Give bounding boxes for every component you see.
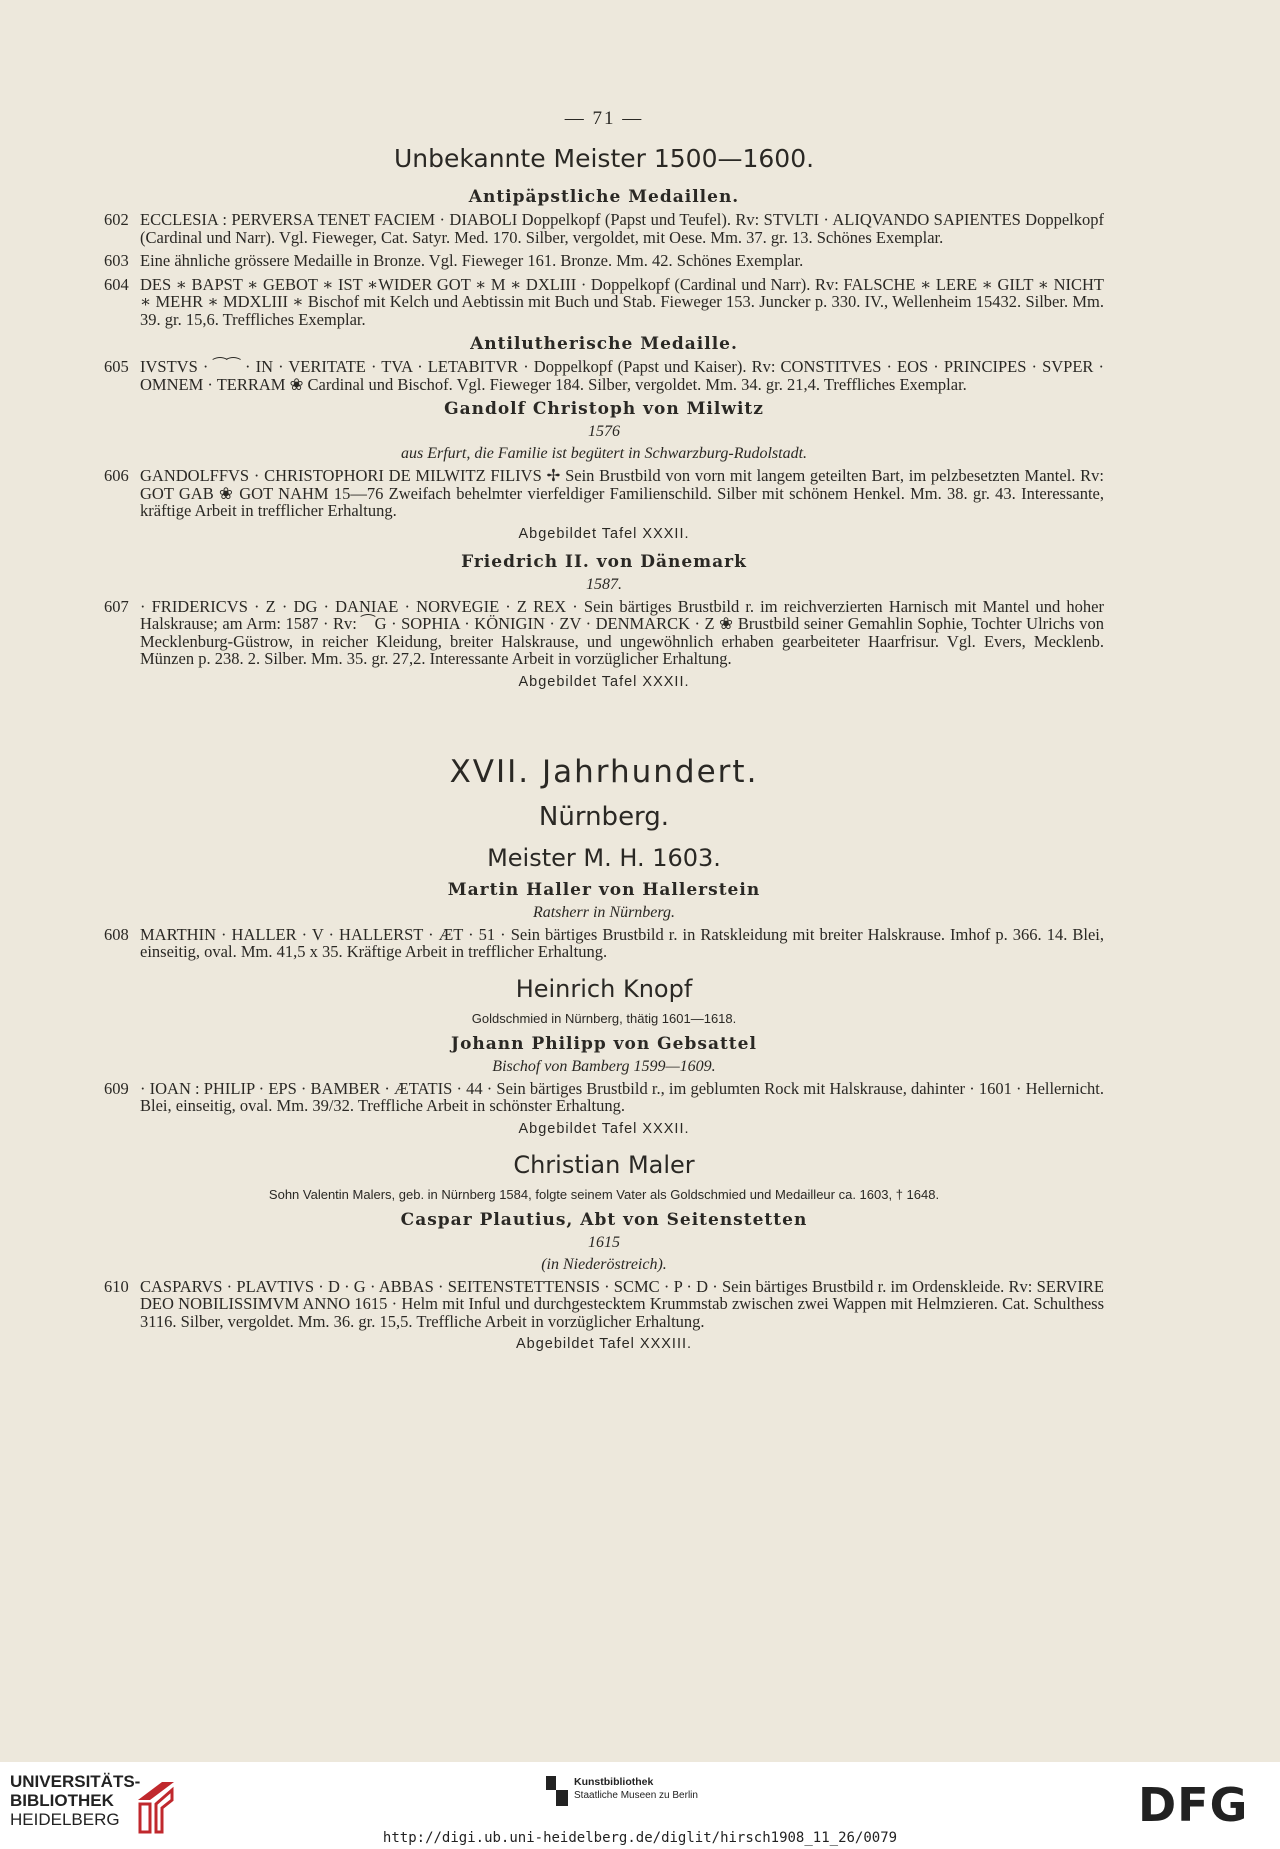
entry-610 [104, 1278, 1104, 1331]
entry-606 [104, 467, 1104, 520]
entry-number: 603 [104, 251, 129, 270]
year-plautius: 1615 [588, 1233, 620, 1251]
master-note: Sohn Valentin Malers, geb. in Nürnberg 1584, folgte seinem Vater als Goldschmied und Medailleur ca. 1603, † 1648. [268, 1186, 940, 1202]
heading-haller: Martin Haller von Hallerstein [447, 879, 761, 900]
dfg-logo[interactable]: DFG [1138, 1778, 1249, 1832]
entry-607 [104, 598, 1104, 668]
year-friedrich: 1587. [586, 575, 622, 593]
kunstbibliothek-logo[interactable] [574, 1776, 698, 1802]
entry-number: 605 [104, 357, 129, 376]
master-title: Christian Maler [513, 1150, 695, 1179]
plate-reference: Abgebildet Tafel XXXII. [518, 525, 690, 542]
entry-text: ECCLESIA : PERVERSA TENET FACIEM · DIABOLI Doppelkopf (Papst und Teufel). Rv: STVLTI · ALIQVANDO SAPIENTES Doppelkopf (Cardinal und Narr). Vgl. Fieweger, Cat. Satyr. Med. 170. Silber, vergoldet, mit Oese. Mm. 37. gr. 13. Schönes Exemplar. [140, 210, 1104, 247]
source-url[interactable]: http://digi.ub.uni-heidelberg.de/diglit/hirsch1908_11_26/0079 [382, 1830, 898, 1846]
heading-plautius: Caspar Plautius, Abt von Seitenstetten [400, 1209, 808, 1230]
entry-number: 609 [104, 1078, 129, 1098]
section-title: Unbekannte Meister 1500—1600. [393, 144, 815, 173]
university-library-logo[interactable] [10, 1772, 140, 1829]
entry-605 [104, 358, 1104, 393]
footer-bar [0, 1762, 1280, 1849]
entry-609 [104, 1080, 1104, 1115]
entry-603 [104, 252, 1104, 270]
entry-number: 607 [104, 596, 129, 616]
entry-text: DES ∗ BAPST ∗ GEBOT ∗ IST ∗WIDER GOT ∗ M ∗ DXLIII · Doppelkopf (Cardinal und Narr). Rv: FALSCHE ∗ LERE ∗ GILT ∗ NICHT ∗ MEHR ∗ MDXLIII ∗ Bischof mit Kelch und Aebtissin mit Buch und Stab. Fieweger 153. Juncker p. 330. IV., Wellenheim 15432. Silber. Mm. 39. gr. 15,6. Treffliches Exemplar. [140, 274, 1104, 329]
note-milwitz: aus Erfurt, die Familie ist begütert in Schwarzburg-Rudolstadt. [400, 445, 808, 462]
entry-text: Eine ähnliche grössere Medaille in Bronze. Vgl. Fieweger 161. Bronze. Mm. 42. Schönes Exemplar. [140, 251, 804, 270]
plate-reference: Abgebildet Tafel XXXII. [518, 1120, 690, 1137]
entry-604 [104, 276, 1104, 329]
entry-text: · FRIDERICVS · Z · DG · DANIAE · NORVEGIE · Z REX · Sein bärtiges Brustbild r. im reichverzierten Harnisch mit Mantel und hoher Halskrause; am Arm: 1587 · Rv: ⁀G · SOPHIA · KÖNIGIN · ZV · DENMARCK · Z ❀ Brustbild seiner Gemahlin Sophie, Tochter Ulrichs von Mecklenburg-Güstrow, in reicher Kleidung, breiter Halskrause, und ungewöhnlich erhaben gearbeiteter Haarfrisur. Vgl. Evers, Mecklenb. Münzen p. 238. 2. Silber. Mm. 35. gr. 27,2. Interessante Arbeit in vorzüglicher Erhaltung. [140, 596, 1104, 668]
uni-emblem-icon [132, 1774, 180, 1836]
heading-antipapal: Antipäpstliche Medaillen. [468, 187, 740, 207]
kunstbibliothek-emblem-icon [546, 1776, 568, 1806]
entry-608 [104, 926, 1104, 961]
plate-reference: Abgebildet Tafel XXXIII. [515, 1336, 693, 1352]
entry-text: CASPARVS · PLAVTIVS · D · G · ABBAS · SEITENSTETTENSIS · SCMC · P · D · Sein bärtiges Brustbild r. im Ordenskleide. Rv: SERVIRE DEO NOBILISSIMVM ANNO 1615 · Helm mit Inful und durchgestecktem Krummstab zwischen zwei Wappen mit Helmzieren. Cat. Schulthess 3116. Silber, vergoldet. Mm. 36. gr. 15,5. Treffliche Arbeit in vorzüglicher Erhaltung. [140, 1276, 1104, 1331]
heading-milwitz: Gandolf Christoph von Milwitz [444, 399, 764, 419]
entry-number: 602 [104, 210, 129, 229]
heading-antilutheran: Antilutherische Medaille. [470, 334, 738, 354]
entry-number: 608 [104, 924, 129, 944]
uni-line3: HEIDELBERG [10, 1810, 120, 1829]
entry-number: 604 [104, 274, 129, 294]
master-note: Goldschmied in Nürnberg, thätig 1601—1618. [471, 1010, 737, 1026]
role-haller: Ratsherr in Nürnberg. [532, 903, 676, 921]
entry-text: GANDOLFFVS · CHRISTOPHORI DE MILWITZ FILIVS ✢ Sein Brustbild von vorn mit langem geteilten Bart, im pelzbesetzten Mantel. Rv: GOT GAB ❀ GOT NAHM 15—76 Zweifach behelmter vierfeldiger Familienschild. Silber mit schönem Henkel. Mm. 38. gr. 43. Interessante, kräftige Arbeit in trefflicher Erhaltung. [140, 466, 1104, 520]
year-milwitz: 1576 [588, 423, 620, 440]
kb-line1: Kunstbibliothek [574, 1776, 654, 1788]
heading-gebsattel: Johann Philipp von Gebsattel [451, 1033, 757, 1054]
entry-text: · IOAN : PHILIP · EPS · BAMBER · ÆTATIS · 44 · Sein bärtiges Brustbild r., im geblumten Rock mit Halskrause, dahinter · 1601 · Hellernicht. Blei, einseitig, oval. Mm. 39/32. Treffliche Arbeit in schönster Erhaltung. [140, 1078, 1104, 1115]
role-gebsattel: Bischof von Bamberg 1599—1609. [492, 1057, 716, 1075]
plate-reference: Abgebildet Tafel XXXII. [518, 673, 690, 690]
page-number: — 71 — [564, 108, 644, 129]
page-content [104, 108, 1104, 1362]
master-title: Meister M. H. 1603. [487, 843, 721, 872]
heading-friedrich: Friedrich II. von Dänemark [461, 551, 747, 572]
kb-line2: Staatliche Museen zu Berlin [574, 1790, 698, 1801]
master-title: Heinrich Knopf [515, 974, 693, 1003]
century-title: XVII. Jahrhundert. [449, 753, 759, 790]
place-plautius: (in Niederöstreich). [541, 1255, 667, 1273]
entry-number: 610 [104, 1276, 129, 1296]
entry-602 [104, 211, 1104, 246]
city-title: Nürnberg. [538, 801, 670, 832]
entry-text: MARTHIN · HALLER · V · HALLERST · ÆT · 51 · Sein bärtiges Brustbild r. in Ratskleidung mit breiter Halskrause. Imhof p. 366. 14. Blei, einseitig, oval. Mm. 41,5 x 35. Kräftige Arbeit in trefflicher Erhaltung. [140, 924, 1104, 961]
entry-text: IVSTVS · ⁀⁀ · IN · VERITATE · TVA · LETABITVR · Doppelkopf (Papst und Kaiser). Rv: CONSTITVES · EOS · PRINCIPES · SVPER · OMNEM · TERRAM ❀ Cardinal und Bischof. Vgl. Fieweger 184. Silber, vergoldet. Mm. 34. gr. 21,4. Treffliches Exemplar. [140, 357, 1104, 394]
uni-line1: UNIVERSITÄTS- [10, 1772, 141, 1791]
uni-line2: BIBLIOTHEK [10, 1791, 114, 1810]
entry-number: 606 [104, 466, 129, 485]
